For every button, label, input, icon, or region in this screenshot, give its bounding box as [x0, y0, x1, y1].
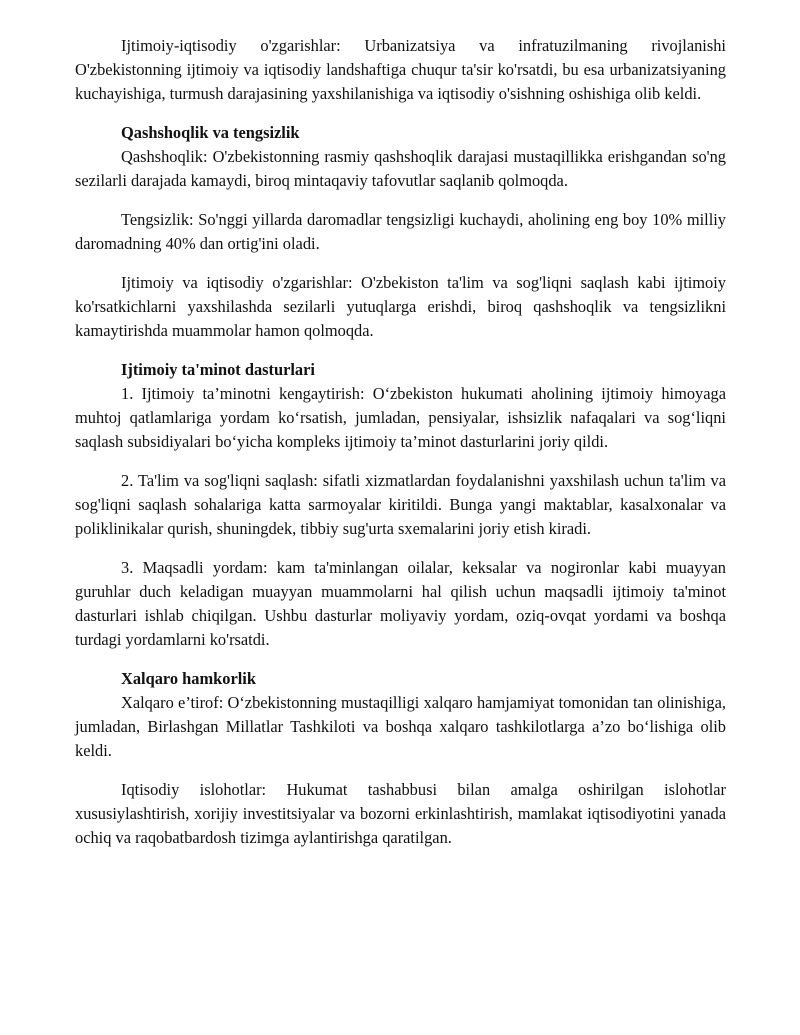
paragraph-targeted-aid: 3. Maqsadli yordam: kam ta'minlangan oilalar, keksalar va nogironlar kabi muayyan guruhlar duch keladigan muayyan muammolarni hal qilish uchun maqsadli ijtimoiy ta'minot dasturlari ishlab chiqilgan. Ushbu dasturlar moliyaviy yordam, oziq-ovqat yordami va boshqa turdagi yordamlarni ko'rsatdi.	[75, 558, 726, 649]
paragraph-education-health: 2. Ta'lim va sog'liqni saqlash: sifatli xizmatlardan foydalanishni yaxshilash uchun ta'lim va sog'liqni saqlash sohalariga katta sarmoyalar kiritildi. Bunga yangi maktablar, kasalxonalar va poliklinikalar qurish, shuningdek, tibbiy sug'urta sxemalarini joriy etish kiradi.	[75, 471, 726, 538]
section-poverty	[75, 121, 726, 343]
section-heading-international: Xalqaro hamkorlik	[121, 669, 256, 688]
paragraph-inequality: Tengsizlik: So'nggi yillarda daromadlar tengsizligi kuchaydi, aholining eng boy 10% milliy daromadning 40% dan ortig'ini oladi.	[75, 210, 726, 253]
section-international	[75, 667, 726, 850]
paragraph-socioeconomic-changes: Ijtimoiy va iqtisodiy o'zgarishlar: O'zbekiston ta'lim va sog'liqni saqlash kabi ijtimoiy ko'rsatkichlarni yaxshilashda sezilarli yutuqlarga erishdi, biroq qashshoqlik va tengsizlikni kamaytirishda muammolar hamon qolmoqda.	[75, 273, 726, 340]
paragraph-social-expansion: 1. Ijtimoiy ta’minotni kengaytirish: O‘zbekiston hukumati aholining ijtimoiy himoyaga muhtoj qatlamlariga yordam ko‘rsatish, jumladan, pensiyalar, ishsizlik nafaqalari va sog‘liqni saqlash subsidiyalari bo‘yicha kompleks ijtimoiy ta’minot dasturlarini joriy qildi.	[75, 384, 726, 451]
intro-paragraph: Ijtimoiy-iqtisodiy o'zgarishlar: Urbanizatsiya va infratuzilmaning rivojlanishi O'zbekistonning ijtimoiy va iqtisodiy landshaftiga chuqur ta'sir ko'rsatdi, bu esa urbanizatsiyaning kuchayishiga, turmush darajasining yaxshilanishiga va iqtisodiy o'sishning oshishiga olib keldi.	[75, 36, 726, 103]
section-heading-social-programs: Ijtimoiy ta'minot dasturlari	[121, 360, 315, 379]
paragraph-poverty: Qashshoqlik: O'zbekistonning rasmiy qashshoqlik darajasi mustaqillikka erishgandan so'ng sezilarli darajada kamaydi, biroq mintaqaviy tafovutlar saqlanib qolmoqda.	[75, 147, 726, 190]
paragraph-economic-reforms: Iqtisodiy islohotlar: Hukumat tashabbusi bilan amalga oshirilgan islohotlar xususiylashtirish, xorijiy investitsiyalar va bozorni erkinlashtirish, mamlakat iqtisodiyotini yanada ochiq va raqobatbardosh tizimga aylantirishga qaratilgan.	[75, 780, 726, 847]
section-social-programs	[75, 358, 726, 652]
document-page	[75, 34, 726, 850]
paragraph-international-recognition: Xalqaro e’tirof: O‘zbekistonning mustaqilligi xalqaro hamjamiyat tomonidan tan olinishiga, jumladan, Birlashgan Millatlar Tashkiloti va boshqa xalqaro tashkilotlarga a’zo bo‘lishiga olib keldi.	[75, 693, 726, 760]
section-heading-poverty: Qashshoqlik va tengsizlik	[121, 123, 300, 142]
